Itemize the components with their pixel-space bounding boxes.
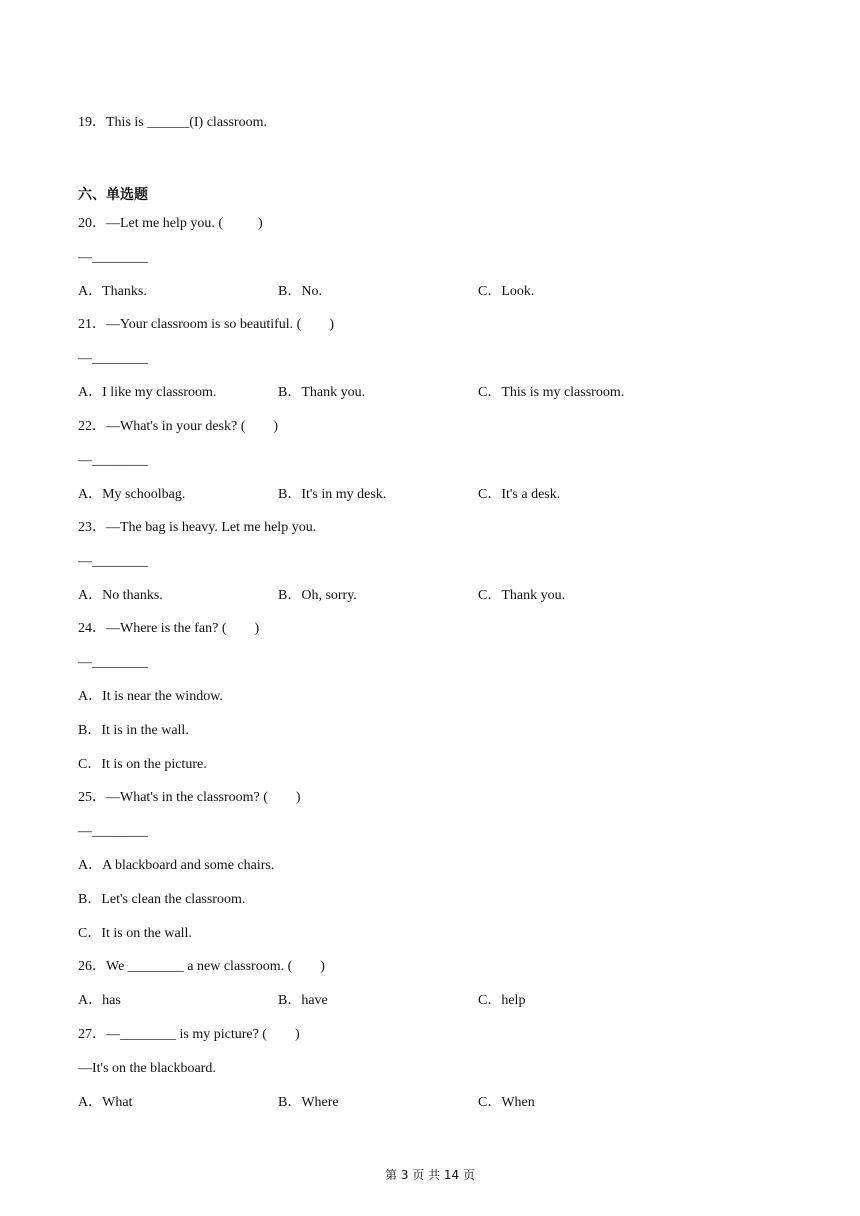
question-20-answer-line: —________ (78, 250, 148, 265)
question-26-option-a: A．has (78, 993, 121, 1008)
question-21-option-b: B．Thank you. (278, 385, 366, 400)
question-24-option-b: B．It is in the wall. (78, 723, 189, 738)
question-21-option-c: C．This is my classroom. (478, 385, 625, 400)
page-footer: 第 3 页 共 14 页 (385, 1168, 475, 1182)
question-21-answer-line: —________ (78, 351, 148, 366)
question-20-stem: 20．—Let me help you. ( ) (78, 216, 263, 231)
question-24-option-c: C．It is on the picture. (78, 757, 207, 772)
question-26-option-c: C．help (478, 993, 526, 1008)
question-22-answer-line: —________ (78, 453, 148, 468)
question-22-option-c: C．It's a desk. (478, 487, 561, 502)
question-23-option-c: C．Thank you. (478, 588, 566, 603)
question-24-answer-line: —________ (78, 655, 148, 670)
question-27-option-c: C．When (478, 1095, 535, 1110)
question-24-stem: 24．—Where is the fan? ( ) (78, 621, 260, 636)
question-20-option-c: C．Look. (478, 284, 535, 299)
section-title: 六、单选题 (78, 187, 148, 203)
question-20-option-a: A．Thanks. (78, 284, 147, 299)
question-27-option-a: A．What (78, 1095, 133, 1110)
question-23-stem: 23．—The bag is heavy. Let me help you. (78, 520, 317, 535)
question-22-option-a: A．My schoolbag. (78, 487, 186, 502)
question-22-stem: 22．—What's in your desk? ( ) (78, 419, 279, 434)
question-25-stem: 25．—What's in the classroom? ( ) (78, 790, 301, 805)
question-25-option-b: B．Let's clean the classroom. (78, 892, 246, 907)
question-23-option-a: A．No thanks. (78, 588, 163, 603)
question-27-option-b: B．Where (278, 1095, 339, 1110)
question-21-stem: 21．—Your classroom is so beautiful. ( ) (78, 317, 335, 332)
question-19: 19．This is ______(I) classroom. (78, 115, 267, 130)
question-26-stem: 26．We ________ a new classroom. ( ) (78, 959, 325, 974)
question-22-option-b: B．It's in my desk. (278, 487, 387, 502)
question-25-option-a: A．A blackboard and some chairs. (78, 858, 275, 873)
question-23-option-b: B．Oh, sorry. (278, 588, 357, 603)
question-25-option-c: C．It is on the wall. (78, 926, 192, 941)
question-27-stem: 27．—________ is my picture? ( ) (78, 1027, 300, 1042)
question-25-answer-line: —________ (78, 824, 148, 839)
question-26-option-b: B．have (278, 993, 328, 1008)
question-20-option-b: B．No. (278, 284, 322, 299)
question-27-reply: —It's on the blackboard. (78, 1061, 216, 1076)
question-21-option-a: A．I like my classroom. (78, 385, 217, 400)
question-23-answer-line: —________ (78, 554, 148, 569)
question-24-option-a: A．It is near the window. (78, 689, 223, 704)
